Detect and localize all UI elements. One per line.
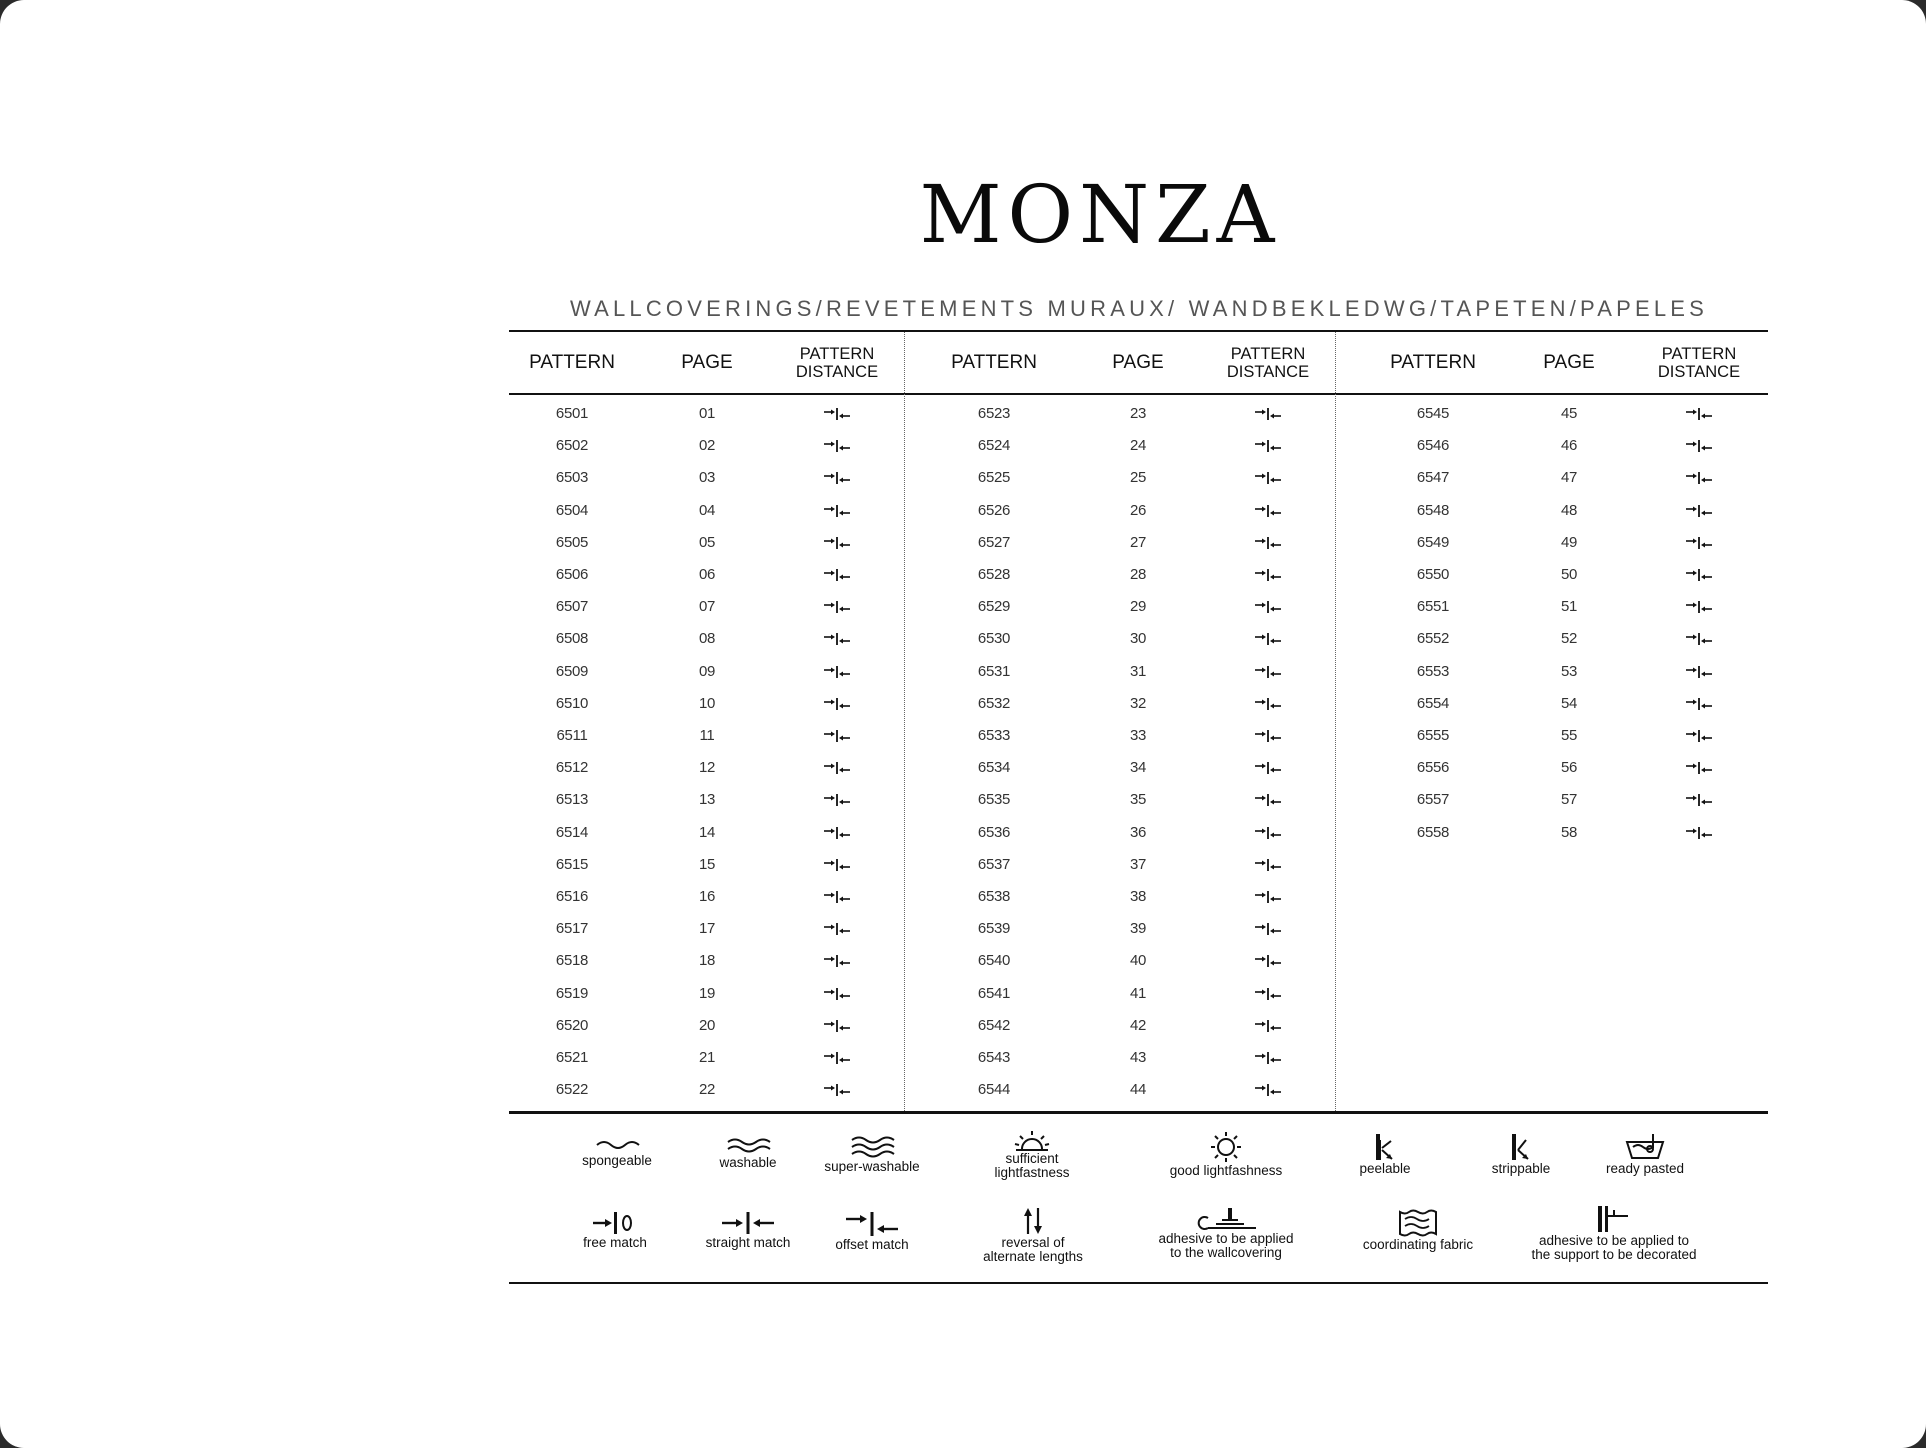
page-number: 06: [698, 566, 716, 583]
offset-match-icon: [1254, 697, 1282, 711]
page-number: 31: [1129, 662, 1147, 680]
pattern-number: 6518: [555, 952, 589, 970]
pattern-number: 6507: [555, 598, 589, 616]
offset-match-icon: [1685, 793, 1713, 807]
offset-match-icon: [1254, 407, 1282, 421]
pattern-number: 6505: [555, 533, 589, 551]
offset-match-icon: [1254, 826, 1282, 840]
page-number: 57: [1560, 791, 1578, 809]
legend-label: adhesive to be applied to the wallcovering: [1158, 1231, 1294, 1260]
pattern-number: 6547: [1416, 469, 1450, 487]
page-number: 23: [1129, 405, 1147, 422]
legend-label: coordinating fabric: [1362, 1237, 1474, 1252]
header-page: PAGE: [681, 351, 733, 373]
offset-match-icon: [1685, 439, 1713, 453]
page-number: 01: [698, 405, 716, 422]
pattern-number: 6517: [555, 920, 589, 938]
paste-the-paper-icon: [1116, 1206, 1336, 1232]
page-number: 25: [1129, 469, 1147, 487]
pattern-number: 6529: [977, 598, 1011, 616]
offset-match-icon: [823, 729, 851, 743]
offset-match-icon: [1254, 536, 1282, 550]
offset-match-icon: [823, 1019, 851, 1033]
page-number: 32: [1129, 694, 1147, 712]
offset-match-icon: [823, 922, 851, 936]
offset-match-icon: [1685, 536, 1713, 550]
pattern-number: 6524: [977, 437, 1011, 455]
offset-match-icon: [823, 793, 851, 807]
header-pattern: PATTERN: [529, 351, 615, 373]
legend-label: strippable: [1491, 1161, 1551, 1176]
offset-match-icon: [823, 890, 851, 904]
legend-label: good lightfashness: [1169, 1163, 1283, 1178]
pattern-number: 6555: [1416, 727, 1450, 744]
offset-match-icon: [823, 536, 851, 550]
page-number: 50: [1560, 566, 1578, 583]
page-number: 13: [698, 791, 716, 809]
page-number: 58: [1560, 823, 1578, 841]
offset-match-icon: [823, 407, 851, 421]
legend-item: [923, 1206, 1143, 1264]
column-divider: [904, 332, 905, 1111]
page-number: 51: [1560, 598, 1578, 616]
pattern-number: 6538: [977, 888, 1011, 905]
offset-match-icon: [1254, 632, 1282, 646]
page-number: 07: [698, 598, 716, 616]
page-number: 37: [1129, 855, 1147, 873]
collection-subtitle: WALLCOVERINGS/REVETEMENTS MURAUX/ WANDBEKLEDWG/TAPETEN/PAPELES: [569, 296, 1709, 321]
pattern-number: 6514: [555, 823, 589, 841]
legend-item: [1308, 1208, 1528, 1252]
pattern-number: 6557: [1416, 791, 1450, 809]
pattern-number: 6531: [977, 662, 1011, 680]
pattern-number: 6533: [977, 727, 1011, 744]
page-number: 48: [1560, 501, 1578, 519]
legend-item: [1116, 1206, 1336, 1260]
pattern-number: 6530: [977, 630, 1011, 648]
header-page: PAGE: [1543, 351, 1595, 373]
ready-pasted-icon: [1535, 1132, 1755, 1162]
offset-match-icon: [1254, 1083, 1282, 1097]
pattern-number: 6546: [1416, 437, 1450, 455]
page-number: 39: [1129, 920, 1147, 938]
legend-item: [1535, 1132, 1755, 1176]
pattern-number: 6542: [977, 1016, 1011, 1034]
page-number: 12: [698, 759, 716, 777]
page-number: 19: [698, 984, 716, 1002]
pattern-number: 6523: [977, 405, 1011, 422]
pattern-number: 6554: [1416, 694, 1450, 712]
page-number: 53: [1560, 662, 1578, 680]
page-number: 24: [1129, 437, 1147, 455]
legend-label: peelable: [1359, 1161, 1411, 1176]
page-number: 26: [1129, 501, 1147, 519]
legend-bottom-rule: [509, 1282, 1768, 1284]
page-number: 46: [1560, 437, 1578, 455]
pattern-number: 6536: [977, 823, 1011, 841]
page-number: 41: [1129, 984, 1147, 1002]
paste-the-wall-icon: [1504, 1204, 1724, 1234]
offset-match-icon: [1254, 793, 1282, 807]
offset-match-icon: [823, 1051, 851, 1065]
legend-label: adhesive to be applied to the support to be decorated: [1531, 1233, 1697, 1262]
offset-match-icon: [1685, 761, 1713, 775]
coordinating-fabric-icon: [1308, 1208, 1528, 1238]
offset-match-icon: [1685, 729, 1713, 743]
offset-match-icon: [1685, 697, 1713, 711]
page-number: 30: [1129, 630, 1147, 648]
pattern-number: 6545: [1416, 405, 1450, 422]
page-number: 44: [1129, 1081, 1147, 1099]
header-pattern-distance: PATTERN DISTANCE: [1226, 344, 1310, 381]
page-number: 20: [698, 1016, 716, 1034]
pattern-number: 6515: [555, 855, 589, 873]
pattern-number: 6513: [555, 791, 589, 809]
pattern-number: 6512: [555, 759, 589, 777]
page-number: 33: [1129, 727, 1147, 744]
page-number: 29: [1129, 598, 1147, 616]
offset-match-icon: [1254, 568, 1282, 582]
legend-label: free match: [583, 1235, 647, 1250]
offset-match-icon: [823, 632, 851, 646]
page-number: 17: [698, 920, 716, 938]
pattern-number: 6528: [977, 566, 1011, 583]
page-number: 38: [1129, 888, 1147, 905]
offset-match-icon: [823, 600, 851, 614]
page-number: 08: [698, 630, 716, 648]
offset-match-icon: [823, 1083, 851, 1097]
page-number: 54: [1560, 694, 1578, 712]
legend-label: ready pasted: [1605, 1161, 1685, 1176]
page-number: 45: [1560, 405, 1578, 422]
column-divider: [1335, 332, 1336, 1111]
pattern-number: 6503: [555, 469, 589, 487]
pattern-number: 6526: [977, 501, 1011, 519]
offset-match-icon: [823, 665, 851, 679]
pattern-number: 6506: [555, 566, 589, 583]
pattern-number: 6558: [1416, 823, 1450, 841]
offset-match-icon: [1685, 568, 1713, 582]
page-number: 16: [698, 888, 716, 905]
table-header-rule: [509, 393, 1768, 395]
offset-match-icon: [1254, 600, 1282, 614]
pattern-number: 6544: [977, 1081, 1011, 1099]
page-number: 28: [1129, 566, 1147, 583]
collection-title: MONZA: [919, 168, 1281, 261]
offset-match-icon: [823, 697, 851, 711]
offset-match-icon: [823, 504, 851, 518]
sufficient-lightfastness-icon: [922, 1130, 1142, 1152]
page-number: 15: [698, 855, 716, 873]
pattern-number: 6541: [977, 984, 1011, 1002]
offset-match-icon: [823, 471, 851, 485]
pattern-number: 6511: [556, 727, 588, 744]
offset-match-icon: [1254, 504, 1282, 518]
legend-label: washable: [719, 1155, 777, 1170]
legend-label: straight match: [705, 1235, 791, 1250]
pattern-number: 6535: [977, 791, 1011, 809]
offset-match-icon: [1254, 987, 1282, 1001]
offset-match-icon: [1685, 471, 1713, 485]
pattern-number: 6553: [1416, 662, 1450, 680]
pattern-number: 6527: [977, 533, 1011, 551]
page-number: 11: [699, 727, 715, 744]
page-number: 40: [1129, 952, 1147, 970]
page-number: 03: [698, 469, 716, 487]
pattern-number: 6510: [555, 694, 589, 712]
offset-match-icon: [823, 761, 851, 775]
header-pattern-distance: PATTERN DISTANCE: [1657, 344, 1741, 381]
legend-item: [1504, 1204, 1724, 1262]
table-bottom-rule: [509, 1111, 1768, 1114]
pattern-number: 6539: [977, 920, 1011, 938]
offset-match-icon: [1685, 665, 1713, 679]
header-pattern: PATTERN: [951, 351, 1037, 373]
pattern-number: 6532: [977, 694, 1011, 712]
offset-match-icon: [1254, 1019, 1282, 1033]
page-number: 43: [1129, 1049, 1147, 1066]
offset-match-icon: [823, 954, 851, 968]
offset-match-icon: [1254, 761, 1282, 775]
reversal-icon: [923, 1206, 1143, 1236]
offset-match-icon: [1254, 890, 1282, 904]
pattern-number: 6551: [1416, 598, 1450, 616]
offset-match-icon: [823, 439, 851, 453]
page-number: 35: [1129, 791, 1147, 809]
pattern-number: 6519: [555, 984, 589, 1002]
header-pattern: PATTERN: [1390, 351, 1476, 373]
pattern-number: 6522: [555, 1081, 589, 1099]
pattern-number: 6509: [555, 662, 589, 680]
offset-match-icon: [1254, 1051, 1282, 1065]
pattern-number: 6501: [555, 405, 589, 422]
page-number: 21: [698, 1049, 716, 1066]
pattern-number: 6548: [1416, 501, 1450, 519]
page-number: 47: [1560, 469, 1578, 487]
pattern-number: 6556: [1416, 759, 1450, 777]
page-number: 49: [1560, 533, 1578, 551]
page-number: 18: [698, 952, 716, 970]
pattern-number: 6543: [977, 1049, 1011, 1066]
pattern-number: 6516: [555, 888, 589, 905]
offset-match-icon: [1685, 407, 1713, 421]
pattern-number: 6502: [555, 437, 589, 455]
legend-label: reversal of alternate lengths: [983, 1235, 1083, 1264]
page-number: 10: [698, 694, 716, 712]
pattern-number: 6552: [1416, 630, 1450, 648]
legend-item: [922, 1130, 1142, 1180]
offset-match-icon: [1685, 826, 1713, 840]
page-number: 27: [1129, 533, 1147, 551]
pattern-number: 6537: [977, 855, 1011, 873]
offset-match-icon: [1254, 922, 1282, 936]
page-number: 09: [698, 662, 716, 680]
pattern-number: 6550: [1416, 566, 1450, 583]
pattern-number: 6508: [555, 630, 589, 648]
page-number: 04: [698, 501, 716, 519]
header-page: PAGE: [1112, 351, 1164, 373]
offset-match-icon: [1254, 729, 1282, 743]
page-number: 14: [698, 823, 716, 841]
header-pattern-distance: PATTERN DISTANCE: [795, 344, 879, 381]
offset-match-icon: [1254, 471, 1282, 485]
pattern-number: 6534: [977, 759, 1011, 777]
pattern-number: 6549: [1416, 533, 1450, 551]
pattern-number: 6520: [555, 1016, 589, 1034]
pattern-number: 6525: [977, 469, 1011, 487]
legend-label: super-washable: [824, 1159, 920, 1174]
legend-label: sufficient lightfastness: [994, 1151, 1070, 1180]
offset-match-icon: [1685, 600, 1713, 614]
page-number: 55: [1560, 727, 1578, 744]
page-number: 52: [1560, 630, 1578, 648]
offset-match-icon: [823, 858, 851, 872]
legend-label: spongeable: [582, 1153, 652, 1168]
pattern-number: 6504: [555, 501, 589, 519]
pattern-number: 6540: [977, 952, 1011, 970]
page-number: 34: [1129, 759, 1147, 777]
offset-match-icon: [823, 826, 851, 840]
offset-match-icon: [1685, 632, 1713, 646]
legend-label: offset match: [835, 1237, 909, 1252]
page-number: 02: [698, 437, 716, 455]
pattern-number: 6521: [555, 1049, 589, 1066]
page-number: 05: [698, 533, 716, 551]
offset-match-icon: [823, 568, 851, 582]
offset-match-icon: [1254, 954, 1282, 968]
offset-match-icon: [1254, 439, 1282, 453]
offset-match-icon: [1254, 665, 1282, 679]
page-number: 22: [698, 1081, 716, 1099]
offset-match-icon: [1254, 858, 1282, 872]
offset-match-icon: [1685, 504, 1713, 518]
page-number: 42: [1129, 1016, 1147, 1034]
page-number: 36: [1129, 823, 1147, 841]
offset-match-icon: [823, 987, 851, 1001]
page-number: 56: [1560, 759, 1578, 777]
